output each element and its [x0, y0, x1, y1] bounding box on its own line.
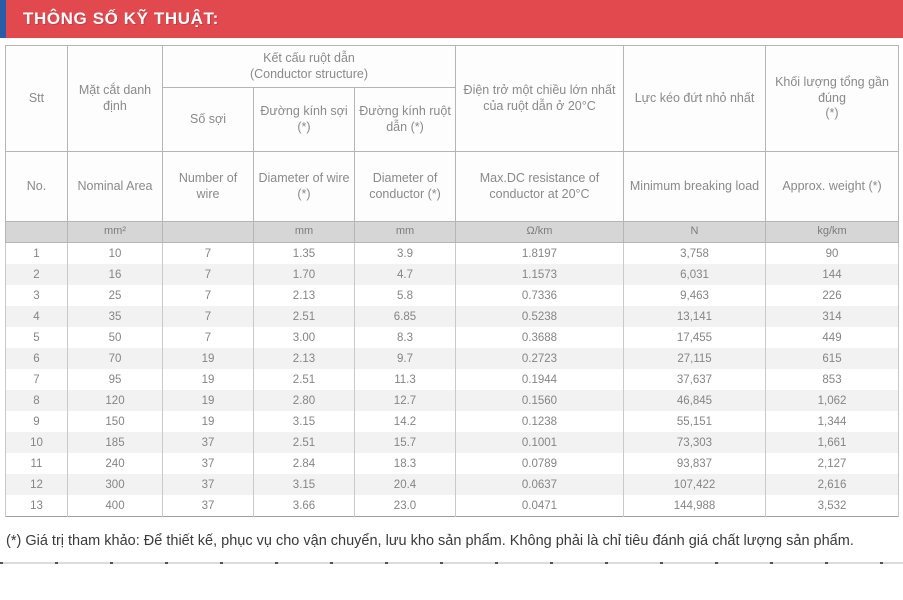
cell-no: 1: [6, 243, 68, 265]
header-weight-en: Approx. weight (*): [766, 152, 899, 222]
cell-resistance: 0.1944: [456, 369, 624, 390]
cell-weight: 853: [766, 369, 899, 390]
cell-nominal-area: 10: [68, 243, 163, 265]
cell-number-of-wire: 19: [163, 411, 254, 432]
header-row-vn-group: [6, 46, 899, 88]
cell-number-of-wire: 19: [163, 369, 254, 390]
cell-number-of-wire: 19: [163, 390, 254, 411]
cell-no: 11: [6, 453, 68, 474]
cell-conductor-diameter: 15.7: [355, 432, 456, 453]
cell-breaking-load: 144,988: [624, 495, 766, 517]
cell-conductor-diameter: 6.85: [355, 306, 456, 327]
header-stt: Stt: [6, 46, 68, 152]
cell-number-of-wire: 7: [163, 285, 254, 306]
header-nominal-area-en: Nominal Area: [68, 152, 163, 222]
table-row: [6, 495, 899, 517]
header-conductor-diameter-en: Diameter of conductor (*): [355, 152, 456, 222]
banner-background: [6, 0, 903, 38]
unit-conductor-diameter: mm: [355, 222, 456, 243]
header-number-of-wire-vn: Số sợi: [163, 88, 254, 152]
table-row: [6, 243, 899, 265]
cell-resistance: 0.1238: [456, 411, 624, 432]
cell-wire-diameter: 2.13: [254, 348, 355, 369]
table-row: [6, 432, 899, 453]
header-breaking-load-en: Minimum breaking load: [624, 152, 766, 222]
header-conductor-diameter-vn: Đường kính ruột dẫn (*): [355, 88, 456, 152]
header-wire-diameter-vn: Đường kính sợi (*): [254, 88, 355, 152]
weight-vn-line1: Khối lượng tổng gần đúng: [775, 75, 889, 105]
cell-wire-diameter: 2.51: [254, 306, 355, 327]
cell-nominal-area: 25: [68, 285, 163, 306]
cell-weight: 615: [766, 348, 899, 369]
cell-nominal-area: 120: [68, 390, 163, 411]
cell-conductor-diameter: 5.8: [355, 285, 456, 306]
header-breaking-load-vn: Lực kéo đứt nhỏ nhất: [624, 46, 766, 152]
cell-conductor-diameter: 14.2: [355, 411, 456, 432]
cell-breaking-load: 3,758: [624, 243, 766, 265]
table-row: [6, 369, 899, 390]
cell-nominal-area: 240: [68, 453, 163, 474]
cell-no: 5: [6, 327, 68, 348]
header-nominal-area-vn: Mặt cắt danh định: [68, 46, 163, 152]
cell-resistance: 0.1560: [456, 390, 624, 411]
cell-wire-diameter: 2.51: [254, 432, 355, 453]
cell-resistance: 1.8197: [456, 243, 624, 265]
conductor-group-vn: Kết cấu ruột dẫn: [263, 50, 355, 65]
cell-breaking-load: 73,303: [624, 432, 766, 453]
cell-wire-diameter: 1.35: [254, 243, 355, 265]
cell-wire-diameter: 3.66: [254, 495, 355, 517]
table-body: [6, 243, 899, 517]
cell-no: 4: [6, 306, 68, 327]
cell-no: 10: [6, 432, 68, 453]
cell-breaking-load: 9,463: [624, 285, 766, 306]
unit-stt: [6, 222, 68, 243]
cell-nominal-area: 150: [68, 411, 163, 432]
header-no-en: No.: [6, 152, 68, 222]
cell-number-of-wire: 7: [163, 327, 254, 348]
table-row: [6, 264, 899, 285]
cell-weight: 1,062: [766, 390, 899, 411]
cell-no: 6: [6, 348, 68, 369]
cell-resistance: 0.5238: [456, 306, 624, 327]
cell-breaking-load: 93,837: [624, 453, 766, 474]
cell-breaking-load: 46,845: [624, 390, 766, 411]
table-row: [6, 348, 899, 369]
header-weight-vn: [766, 46, 899, 152]
cell-resistance: 0.2723: [456, 348, 624, 369]
table-row: [6, 285, 899, 306]
cell-conductor-diameter: 23.0: [355, 495, 456, 517]
cell-resistance: 0.0637: [456, 474, 624, 495]
cell-resistance: 0.1001: [456, 432, 624, 453]
unit-number-of-wire: [163, 222, 254, 243]
cell-breaking-load: 6,031: [624, 264, 766, 285]
cell-number-of-wire: 19: [163, 348, 254, 369]
cell-number-of-wire: 37: [163, 474, 254, 495]
cell-number-of-wire: 37: [163, 495, 254, 517]
cell-no: 7: [6, 369, 68, 390]
weight-vn-line2: (*): [825, 106, 839, 121]
cell-weight: 2,616: [766, 474, 899, 495]
header-resistance-vn: Điện trở một chiều lớn nhất của ruột dẫn ở 20°C: [456, 46, 624, 152]
cell-breaking-load: 107,422: [624, 474, 766, 495]
unit-weight: kg/km: [766, 222, 899, 243]
cell-weight: 314: [766, 306, 899, 327]
table-row: [6, 327, 899, 348]
cell-resistance: 0.7336: [456, 285, 624, 306]
cell-number-of-wire: 7: [163, 243, 254, 265]
spec-table: [5, 45, 899, 517]
cell-nominal-area: 400: [68, 495, 163, 517]
table-header: [6, 46, 899, 243]
header-resistance-en: Max.DC resistance of conductor at 20°C: [456, 152, 624, 222]
header-conductor-structure-group: [163, 46, 456, 88]
cell-conductor-diameter: 4.7: [355, 264, 456, 285]
unit-resistance: Ω/km: [456, 222, 624, 243]
header-row-en: [6, 152, 899, 222]
cell-wire-diameter: 2.13: [254, 285, 355, 306]
cell-nominal-area: 70: [68, 348, 163, 369]
table-container: [0, 38, 903, 517]
cell-weight: 2,127: [766, 453, 899, 474]
header-wire-diameter-en: Diameter of wire (*): [254, 152, 355, 222]
cell-breaking-load: 17,455: [624, 327, 766, 348]
cell-conductor-diameter: 18.3: [355, 453, 456, 474]
table-row: [6, 474, 899, 495]
cell-conductor-diameter: 3.9: [355, 243, 456, 265]
cell-weight: 3,532: [766, 495, 899, 517]
cut-line-divider: [0, 562, 903, 564]
cell-resistance: 0.0789: [456, 453, 624, 474]
table-row: [6, 453, 899, 474]
title-banner: [0, 0, 903, 38]
cell-wire-diameter: 3.00: [254, 327, 355, 348]
cell-breaking-load: 55,151: [624, 411, 766, 432]
cell-no: 2: [6, 264, 68, 285]
cell-weight: 449: [766, 327, 899, 348]
cell-number-of-wire: 37: [163, 432, 254, 453]
cell-conductor-diameter: 20.4: [355, 474, 456, 495]
conductor-group-en: (Conductor structure): [249, 66, 369, 81]
cell-breaking-load: 27,115: [624, 348, 766, 369]
table-row: [6, 390, 899, 411]
unit-breaking-load: N: [624, 222, 766, 243]
unit-nominal-area: mm²: [68, 222, 163, 243]
cell-resistance: 0.0471: [456, 495, 624, 517]
cell-nominal-area: 16: [68, 264, 163, 285]
cell-no: 9: [6, 411, 68, 432]
cell-conductor-diameter: 11.3: [355, 369, 456, 390]
cell-conductor-diameter: 8.3: [355, 327, 456, 348]
units-row: [6, 222, 899, 243]
cell-no: 12: [6, 474, 68, 495]
cell-wire-diameter: 1.70: [254, 264, 355, 285]
cell-wire-diameter: 2.51: [254, 369, 355, 390]
cell-weight: 226: [766, 285, 899, 306]
header-number-of-wire-en: Number of wire: [163, 152, 254, 222]
cell-nominal-area: 35: [68, 306, 163, 327]
unit-wire-diameter: mm: [254, 222, 355, 243]
cell-breaking-load: 37,637: [624, 369, 766, 390]
table-row: [6, 306, 899, 327]
cell-weight: 90: [766, 243, 899, 265]
cell-breaking-load: 13,141: [624, 306, 766, 327]
cell-no: 8: [6, 390, 68, 411]
cell-weight: 1,344: [766, 411, 899, 432]
cell-weight: 144: [766, 264, 899, 285]
page-title: THÔNG SỐ KỸ THUẬT:: [23, 9, 219, 28]
cell-no: 13: [6, 495, 68, 517]
cell-wire-diameter: 2.80: [254, 390, 355, 411]
cell-wire-diameter: 3.15: [254, 474, 355, 495]
cell-no: 3: [6, 285, 68, 306]
cell-conductor-diameter: 12.7: [355, 390, 456, 411]
cell-nominal-area: 300: [68, 474, 163, 495]
cell-number-of-wire: 7: [163, 264, 254, 285]
cell-weight: 1,661: [766, 432, 899, 453]
cell-resistance: 1.1573: [456, 264, 624, 285]
cell-conductor-diameter: 9.7: [355, 348, 456, 369]
cell-nominal-area: 50: [68, 327, 163, 348]
cell-nominal-area: 95: [68, 369, 163, 390]
cell-wire-diameter: 3.15: [254, 411, 355, 432]
cell-nominal-area: 185: [68, 432, 163, 453]
footnote-text: (*) Giá trị tham khảo: Để thiết kế, phục vụ cho vận chuyển, lưu kho sản phẩm. Không phải là chỉ tiêu đánh giá chất lượng sản phẩm.: [6, 533, 854, 549]
table-row: [6, 411, 899, 432]
cell-wire-diameter: 2.84: [254, 453, 355, 474]
cell-number-of-wire: 7: [163, 306, 254, 327]
cell-number-of-wire: 37: [163, 453, 254, 474]
cell-resistance: 0.3688: [456, 327, 624, 348]
